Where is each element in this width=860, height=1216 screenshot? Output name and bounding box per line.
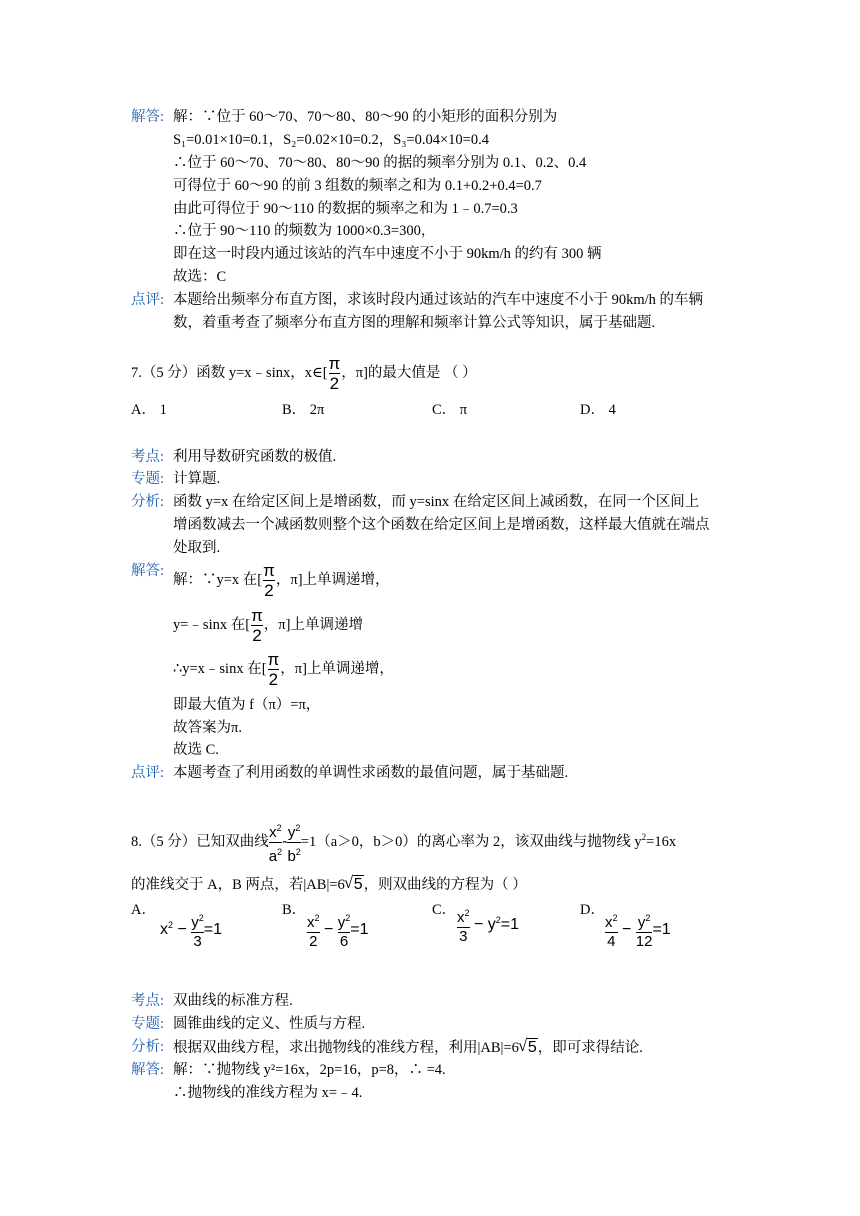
solution-line: 可得位于 60～90 的前 3 组数的频率之和为 0.1+0.2+0.4=0.7 [173, 178, 542, 194]
topic-text: 圆锥曲线的定义、性质与方程. [173, 1016, 366, 1032]
solution-line: 故选：C [173, 269, 227, 285]
solution-line: ∴位于 90～110 的频数为 1000×0.3=300， [173, 223, 436, 239]
option-a-formula: $x^2$ − $\frac{y^2}{3}$ =1 [160, 913, 223, 950]
solution-line: 解：∵抛物线 y²=16x，2p=16，p=8，∴ =4. [173, 1062, 446, 1078]
fraction-denominator: 2 [329, 374, 340, 393]
topic-label: 专题: [131, 1016, 165, 1032]
solution-line: ∴位于 60～70、70～80、80～90 的据的频率分别为 0.1、0.2、0.4 [173, 155, 587, 171]
analysis-label: 分析: [131, 494, 165, 510]
solution-line: y=﹣sinx 在[ $\frac{\pi}{2}$ ，π]上单调递增 [173, 606, 363, 645]
pi-over-2-fraction [329, 355, 341, 392]
analysis-line: 处取到. [173, 540, 221, 556]
analysis-label: 分析: [131, 1039, 165, 1055]
point-text: 利用导数研究函数的极值. [173, 449, 337, 465]
stem-text: ，π]的最大值是 （ ） [341, 364, 477, 381]
answer-label: 解答: [131, 109, 165, 125]
question-7-stem [131, 355, 477, 392]
y2-over-b2-fraction: $\frac{y^2}{b^2}$ [287, 823, 301, 865]
pi-over-2-fraction: $\frac{\pi}{2}$ [267, 650, 280, 689]
analysis-line: 函数 y=x 在给定区间上是增函数，而 y=sinx 在给定区间上减函数，在同一个区间上 [173, 494, 700, 510]
comment-line: 数，着重考查了频率分布直方图的理解和频率计算公式等知识，属于基础题. [173, 315, 656, 331]
solution-line: 故选 C. [173, 742, 219, 758]
point-label: 考点: [131, 449, 165, 465]
option-b-letter: B． [282, 902, 307, 918]
point-label: 考点: [131, 993, 165, 1009]
option-c-formula: $\frac{x^2}{3}$ − $y^2=1$ [457, 908, 520, 945]
sqrt-5: √ 5 [343, 873, 363, 893]
comment-label: 点评: [131, 765, 165, 781]
solution-line: 由此可得位于 90～110 的数据的频率之和为 1﹣0.7=0.3 [173, 201, 518, 217]
option-c: C． π [432, 402, 468, 418]
solution-line: 即最大值为 f（π）=π， [173, 697, 321, 713]
solution-line: 解：∵y=x 在[ $\frac{\pi}{2}$ ，π]上单调递增， [173, 561, 390, 600]
option-d: D． 4 [580, 402, 616, 418]
answer-label: 解答: [131, 1062, 165, 1078]
question-8-stem-line2: 的准线交于 A，B 两点，若|AB|=6 √ 5，则双曲线的方程为（ ） [131, 873, 527, 893]
solution-line: S₁=0.01×10=0.1，S₂=0.02×10=0.2，S₃=0.04×10=0.4 [173, 132, 489, 148]
topic-label: 专题: [131, 471, 165, 487]
option-d-letter: D． [580, 902, 605, 918]
solution-line: 故答案为π. [173, 720, 242, 736]
solution-line: ∴y=x﹣sinx 在[ $\frac{\pi}{2}$ ，π]上单调递增， [173, 650, 394, 689]
x2-over-a2-fraction: $\frac{x^2}{a^2}$ [268, 823, 283, 865]
comment-text: 本题考查了利用函数的单调性求函数的最值问题，属于基础题. [173, 765, 569, 781]
analysis-line: 增函数减去一个减函数则整个这个函数在给定区间上是增函数，这样最大值就在端点 [173, 517, 710, 533]
option-b-formula: $\frac{x^2}{2}$ − $\frac{y^2}{6}$ =1 [307, 913, 369, 950]
option-a-letter: A． [131, 902, 156, 918]
point-text: 双曲线的标准方程. [173, 993, 293, 1009]
option-a: A． 1 [131, 402, 167, 418]
pi-over-2-fraction: $\frac{\pi}{2}$ [251, 606, 263, 645]
sqrt-5: √ 5 [517, 1036, 537, 1056]
stem-text: 7.（5 分）函数 y=x﹣sinx，x∈[ [131, 364, 328, 381]
question-8-stem: 8.（5 分）已知双曲线 $\frac{x^2}{a^2}$ - $\frac{y^2}{b^2}$ =1（a＞0，b＞0）的离心率为 2，该双曲线与抛物线 $y^2=16x$ [131, 820, 676, 865]
option-b: B． 2π [282, 402, 325, 418]
option-d-formula: $\frac{x^2}{4}$ − $\frac{y^2}{12}$ =1 [605, 913, 671, 950]
comment-line: 本题给出频率分布直方图，求该时段内通过该站的汽车中速度不小于 90km/h 的车辆 [173, 292, 704, 308]
topic-text: 计算题. [173, 471, 221, 487]
answer-label: 解答: [131, 563, 165, 579]
option-c-letter: C． [432, 902, 457, 918]
solution-line: ∴抛物线的准线方程为 x=﹣4. [173, 1085, 363, 1101]
solution-line: 即在这一时段内通过该站的汽车中速度不小于 90km/h 的约有 300 辆 [173, 246, 602, 262]
pi-over-2-fraction: $\frac{\pi}{2}$ [263, 561, 275, 600]
comment-label: 点评: [131, 292, 165, 308]
solution-line: 解：∵位于 60～70、70～80、80～90 的小矩形的面积分别为 [173, 109, 558, 125]
analysis-line: 根据双曲线方程，求出抛物线的准线方程，利用|AB|=6 √ 5，即可求得结论. [173, 1036, 643, 1056]
fraction-numerator: π [328, 354, 341, 373]
